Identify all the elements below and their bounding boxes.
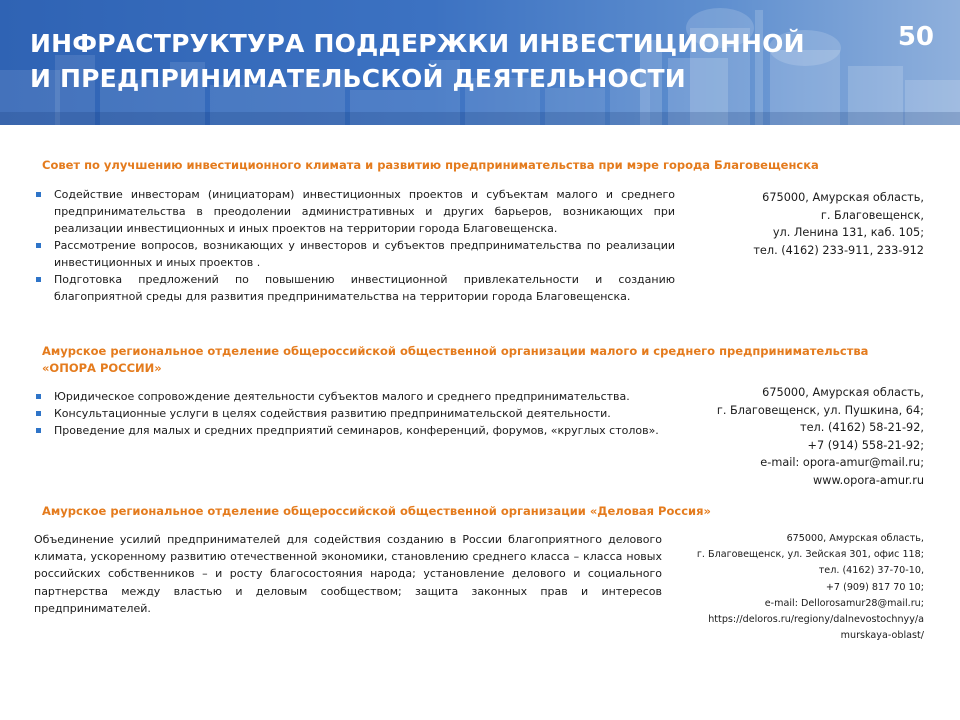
list-item: Содействие инвесторам (инициаторам) инвестиционных проектов и субъектам малого и среднего предпринимательства в преодолении административных и других барьеров, возникающих при реализации инвестиционных и иных проектов на территории города Благовещенска. [32, 186, 675, 237]
section-title-delovaya-rossiya: Амурское региональное отделение общероссийской общественной организации «Деловая Россия» [42, 504, 711, 518]
contact-line: +7 (909) 817 70 10; [825, 581, 924, 593]
page-title [30, 26, 805, 96]
page-title-line-2: И ПРЕДПРИНИМАТЕЛЬСКОЙ ДЕЯТЕЛЬНОСТИ [30, 64, 686, 93]
contact-line: г. Благовещенск, ул. Пушкина, 64; [716, 403, 924, 417]
list-item: Подготовка предложений по повышению инвестиционной привлекательности и созданию благоприятной среды для развития предпринимательства на территории города Благовещенска. [32, 271, 675, 305]
contact-line: e-mail: opora-amur@mail.ru; [760, 456, 924, 469]
contact-line: 675000, Амурская область, [786, 533, 924, 544]
opora-bullet-list [32, 388, 675, 439]
contact-line: www.opora-amur.ru [813, 473, 924, 487]
contact-line: 675000, Амурская область, [762, 191, 924, 204]
section-title-council: Совет по улучшению инвестиционного климата и развитию предпринимательства при мэре города Благовещенска [42, 158, 819, 172]
section-title-line-2: «ОПОРА РОССИИ» [42, 361, 162, 375]
contact-line[interactable]: https://deloros.ru/regiony/dalnevostochnyy/a [708, 614, 924, 626]
list-item: Консультационные услуги в целях содействия развитию предпринимательской деятельности. [32, 405, 675, 422]
contact-line: тел. (4162) 37-70-10, [818, 565, 924, 577]
contact-line: тел. (4162) 58-21-92, [800, 421, 924, 434]
contact-line[interactable]: murskaya-oblast/ [840, 630, 924, 642]
contact-line: e-mail: Dellorosamur28@mail.ru; [764, 597, 924, 609]
list-item: Проведение для малых и средних предприятий семинаров, конференций, форумов, «круглых столов». [32, 422, 675, 439]
contact-line: г. Благовещенск, [820, 208, 924, 222]
contact-line: +7 (914) 558-21-92; [807, 438, 924, 452]
page-title-line-1: ИНФРАСТРУКТУРА ПОДДЕРЖКИ ИНВЕСТИЦИОННОЙ [30, 29, 805, 58]
contact-line: 675000, Амурская область, [762, 386, 924, 399]
delovaya-rossiya-description: Объединение усилий предпринимателей для содействия созданию в России благоприятного делового климата, ускоренному развитию отечественной экономики, становлению среднего класса – класса новых российских собственников – и росту благосостояния народа; установление делового и социального партнерства между властью и деловым сообществом; защита законных прав и интересов предпринимателей. [34, 533, 662, 615]
page-number: 50 [897, 22, 934, 52]
delovaya-rossiya-contact-block [654, 531, 924, 644]
header-banner [0, 0, 960, 125]
contact-line: г. Благовещенск, ул. Зейская 301, офис 118; [696, 549, 924, 561]
opora-contact-block [624, 384, 924, 489]
contact-line: тел. (4162) 233-911, 233-912 [753, 243, 924, 257]
council-bullet-list [32, 186, 675, 305]
contact-line: ул. Ленина 131, каб. 105; [772, 226, 924, 239]
section-title-opora [42, 343, 922, 377]
list-item: Юридическое сопровождение деятельности субъектов малого и среднего предпринимательства. [32, 388, 675, 405]
council-contact-block [664, 189, 924, 259]
list-item: Рассмотрение вопросов, возникающих у инвесторов и субъектов предпринимательства по реализации инвестиционных и иных проектов . [32, 237, 675, 271]
section-title-line-1: Амурское региональное отделение общероссийской общественной организации малого и среднего предпринимательства [42, 344, 869, 358]
